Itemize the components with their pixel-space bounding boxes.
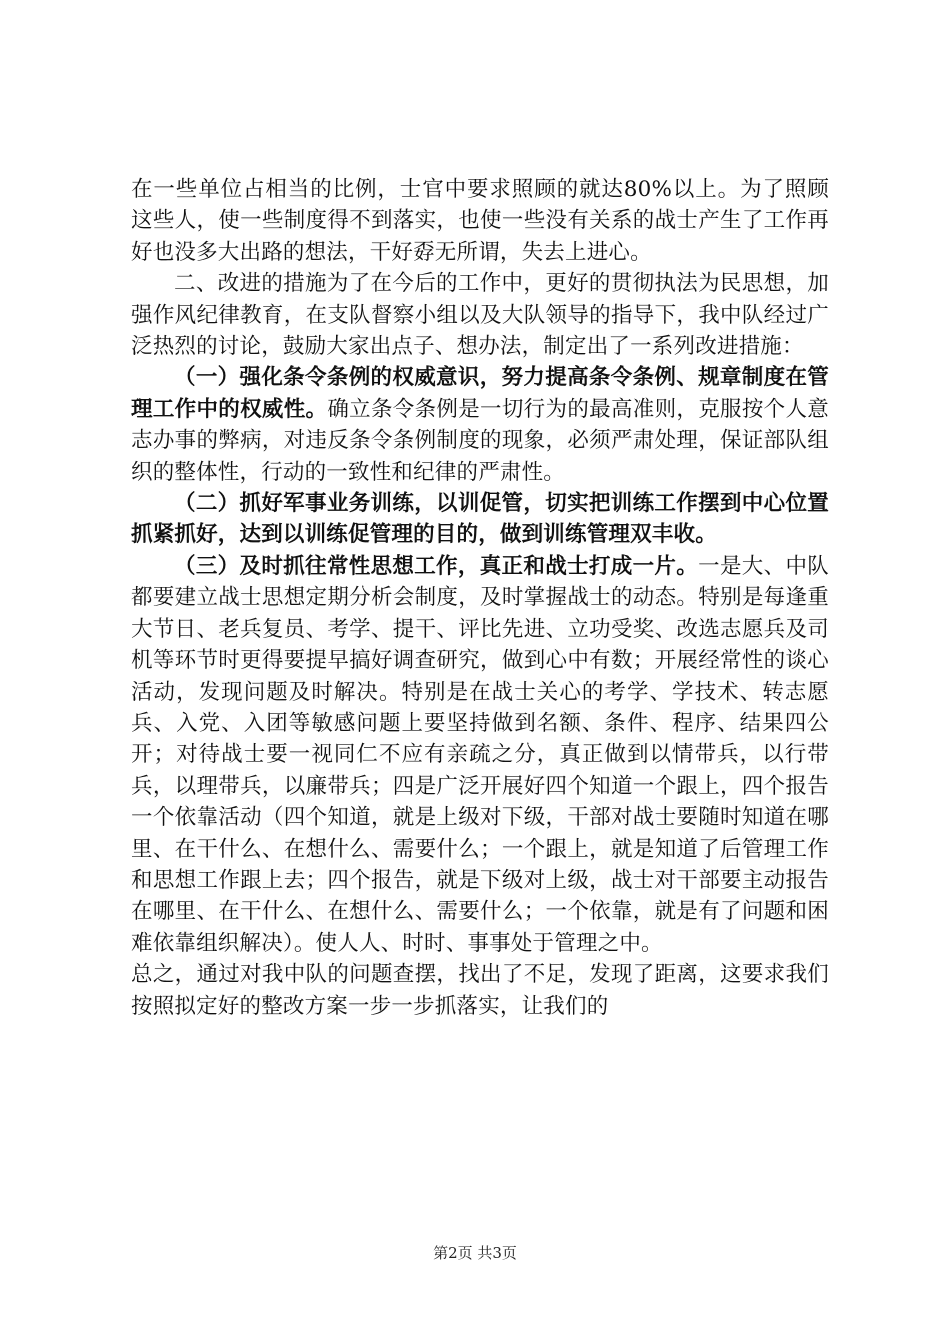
paragraph-measure-one bbox=[131, 362, 829, 488]
paragraph-text: 总之，通过对我中队的问题查摆，找出了不足，发现了距离，这要求我们按照拟定好的整改方案一步一步抓落实，让我们的 bbox=[131, 962, 829, 1019]
paragraph-conclusion bbox=[131, 959, 829, 1022]
paragraph-text: 一是大、中队都要建立战士思想定期分析会制度，及时掌握战士的动态。特别是每逢重大节日、老兵复员、考学、提干、评比先进、立功受奖、改选志愿兵及司机等环节时更得要提早搞好调查研究，做到心中有数；开展经常性的谈心活动，发现问题及时解决。特别是在战士关心的考学、学技术、转志愿兵、入党、入团等敏感问题上要坚持做到名额、条件、程序、结果四公开；对待战士要一视同仁不应有亲疏之分，真正做到以情带兵，以行带兵，以理带兵，以廉带兵；四是广泛开展好四个知道一个跟上，四个报告一个依靠活动（四个知道，就是上级对下级，干部对战士要随时知道在哪里、在干什么、在想什么、需要什么；一个跟上，就是知道了后管理工作和思想工作跟上去；四个报告，就是下级对上级，战士对干部要主动报告在哪里、在干什么、在想什么、需要什么；一个依靠，就是有了问题和困难依靠组织解决）。使人人、时时、事事处于管理之中。 bbox=[131, 553, 829, 956]
paragraph-measure-three bbox=[131, 551, 829, 959]
document-body bbox=[131, 174, 829, 1022]
paragraph-section-two bbox=[131, 268, 829, 362]
page-footer bbox=[0, 1242, 950, 1263]
paragraph-text: 二、改进的措施为了在今后的工作中，更好的贯彻执法为民思想，加强作风纪律教育，在支队督察小组以及大队领导的指导下，我中队经过广泛热烈的讨论，鼓励大家出点子、想办法，制定出了一系列改进措施： bbox=[131, 271, 829, 360]
paragraph-text: 在一些单位占相当的比例，士官中要求照顾的就达80%以上。为了照顾这些人，使一些制度得不到落实，也使一些没有关系的战士产生了工作再好也没多大出路的想法，干好孬无所谓，失去上进心。 bbox=[131, 177, 829, 265]
measure-heading: （一）强化条令条例的权威意识，努力提高条令条例、规章制度在管理工作中的权威性。 bbox=[131, 365, 829, 422]
measure-heading: （三）及时抓往常性思想工作，真正和战士打成一片。 bbox=[174, 553, 699, 579]
paragraph-continuation bbox=[131, 174, 829, 268]
paragraph-text: 确立条令条例是一切行为的最高准则，克服按个人意志办事的弊病，对违反条令条例制度的现象，必须严肃处理，保证部队组织的整体性，行动的一致性和纪律的严肃性。 bbox=[131, 396, 829, 485]
measure-heading: （二）抓好军事业务训练，以训促管，切实把训练工作摆到中心位置抓紧抓好，达到以训练促管理的目的，做到训练管理双丰收。 bbox=[131, 491, 829, 548]
page-number-label: 第2页 共3页 bbox=[433, 1244, 517, 1262]
paragraph-measure-two bbox=[131, 488, 829, 551]
